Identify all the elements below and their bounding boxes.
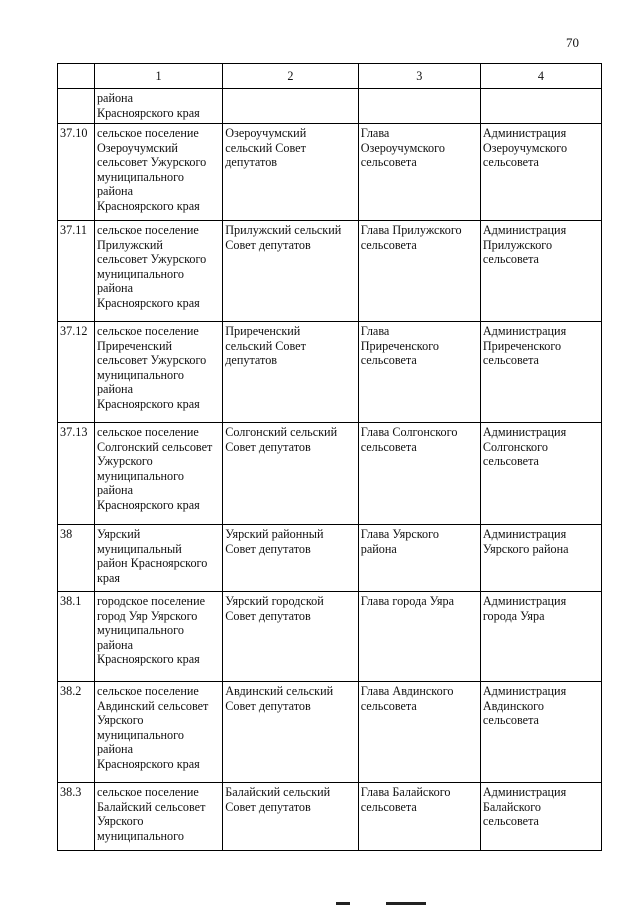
- cell-text: района Красноярского края: [96, 91, 200, 120]
- table-cell: [358, 592, 480, 682]
- table-cell: [94, 423, 222, 525]
- row-number-cell: [58, 322, 95, 423]
- cell-text: Администрация Авдинского сельсовета: [482, 684, 567, 728]
- row-number-cell: [58, 783, 95, 851]
- table-cell: [223, 221, 358, 322]
- table-cell: [94, 221, 222, 322]
- row-number-cell: [58, 423, 95, 525]
- cell-text: Глава Авдинского сельсовета: [360, 684, 454, 713]
- row-number-cell: [58, 221, 95, 322]
- row-number: 38.1: [60, 594, 82, 608]
- table-cell: [94, 783, 222, 851]
- cell-text: Уярский муниципальный район Красноярского края: [96, 527, 208, 585]
- cell-text: Администрация Приреченского сельсовета: [482, 324, 567, 368]
- table-cell: [480, 423, 601, 525]
- row-number-cell: [58, 124, 95, 221]
- table-cell: [480, 592, 601, 682]
- page-number: 70: [566, 35, 579, 50]
- cell-text: Администрация Солгонского сельсовета: [482, 425, 567, 469]
- document-table: [57, 63, 602, 851]
- table-cell: [223, 525, 358, 592]
- row-number: 37.13: [60, 425, 88, 439]
- table-cell: [94, 525, 222, 592]
- table-row: [58, 423, 602, 525]
- cell-text: Глава Балайского сельсовета: [360, 785, 451, 814]
- row-number: 38.2: [60, 684, 82, 698]
- cropped-footer-mark: [326, 894, 436, 908]
- table-header-row: [58, 64, 602, 89]
- cell-text: Администрация Уярского района: [482, 527, 569, 556]
- cell-text: сельское поселение Авдинский сельсовет Уярского муниципального района Красноярского края: [96, 684, 209, 771]
- table-cell: [358, 124, 480, 221]
- cell-text: Глава Приреченского сельсовета: [360, 324, 439, 368]
- cell-text: Глава Солгонского сельсовета: [360, 425, 458, 454]
- cell-text: сельское поселение Прилужский сельсовет Ужурского муниципального района Красноярского края: [96, 223, 207, 310]
- table-cell: [223, 783, 358, 851]
- table-cell: [223, 423, 358, 525]
- table-cell: [480, 682, 601, 783]
- table-cell: [358, 89, 480, 124]
- header-cell: 2: [223, 64, 358, 89]
- row-number-cell: [58, 592, 95, 682]
- table-cell: [94, 322, 222, 423]
- row-number: 38: [60, 527, 73, 541]
- cell-text: Глава Уярского района: [360, 527, 439, 556]
- table-cell: [358, 783, 480, 851]
- table-cell: [480, 221, 601, 322]
- table-row: [58, 124, 602, 221]
- table-row: [58, 525, 602, 592]
- table-cell: [358, 322, 480, 423]
- cell-text: Уярский районный Совет депутатов: [225, 527, 324, 556]
- cell-text: Глава города Уяра: [360, 594, 455, 608]
- cell-text: Озероучумский сельский Совет депутатов: [225, 126, 307, 170]
- cell-text: Уярский городской Совет депутатов: [225, 594, 324, 623]
- table-cell: [480, 322, 601, 423]
- table-cell: [94, 89, 222, 124]
- table-row: [58, 592, 602, 682]
- cell-text: Прилужский сельский Совет депутатов: [225, 223, 342, 252]
- cell-text: сельское поселение Балайский сельсовет Уярского муниципального: [96, 785, 206, 843]
- table-cell: [358, 423, 480, 525]
- table-cell: [223, 124, 358, 221]
- cell-text: городское поселение город Уяр Уярского муниципального района Красноярского края: [96, 594, 206, 667]
- cell-text: Глава Прилужского сельсовета: [360, 223, 462, 252]
- table-cell: [358, 525, 480, 592]
- table-cell: [358, 682, 480, 783]
- header-cell: 4: [480, 64, 601, 89]
- cell-text: сельское поселение Приреченский сельсовет Ужурского муниципального района Красноярского края: [96, 324, 207, 411]
- table-row: [58, 221, 602, 322]
- table-cell: [480, 89, 601, 124]
- cell-text: Глава Озероучумского сельсовета: [360, 126, 445, 170]
- table-cell: [223, 89, 358, 124]
- table-cell: [94, 682, 222, 783]
- cell-text: Авдинский сельский Совет депутатов: [225, 684, 334, 713]
- table-cell: [480, 525, 601, 592]
- row-number: 37.11: [60, 223, 87, 237]
- table-cell: [358, 221, 480, 322]
- row-number: 37.12: [60, 324, 88, 338]
- table-cell: [94, 592, 222, 682]
- cell-text: Приреченский сельский Совет депутатов: [225, 324, 306, 368]
- cell-text: Администрация Балайского сельсовета: [482, 785, 567, 829]
- table-cell: [223, 682, 358, 783]
- table-row: [58, 682, 602, 783]
- row-number: 37.10: [60, 126, 88, 140]
- row-number-cell: [58, 682, 95, 783]
- header-cell: [58, 64, 95, 89]
- row-number: 38.3: [60, 785, 82, 799]
- header-cell: 3: [358, 64, 480, 89]
- cell-text: Администрация города Уяра: [482, 594, 567, 623]
- cell-text: сельское поселение Озероучумский сельсовет Ужурского муниципального района Красноярского края: [96, 126, 207, 213]
- cell-text: Администрация Прилужского сельсовета: [482, 223, 567, 267]
- table-cell: [223, 592, 358, 682]
- table-cell: [480, 783, 601, 851]
- cell-text: Администрация Озероучумского сельсовета: [482, 126, 568, 170]
- table-cell: [480, 124, 601, 221]
- cell-text: Солгонский сельский Совет депутатов: [225, 425, 338, 454]
- cell-text: Балайский сельский Совет депутатов: [225, 785, 331, 814]
- row-number-cell: [58, 525, 95, 592]
- header-cell: 1: [94, 64, 222, 89]
- table-cell: [94, 124, 222, 221]
- table-row: [58, 322, 602, 423]
- table-cell: [223, 322, 358, 423]
- table-row: [58, 783, 602, 851]
- table-row: [58, 89, 602, 124]
- row-number-cell: [58, 89, 95, 124]
- cell-text: сельское поселение Солгонский сельсовет Ужурского муниципального района Красноярского края: [96, 425, 213, 512]
